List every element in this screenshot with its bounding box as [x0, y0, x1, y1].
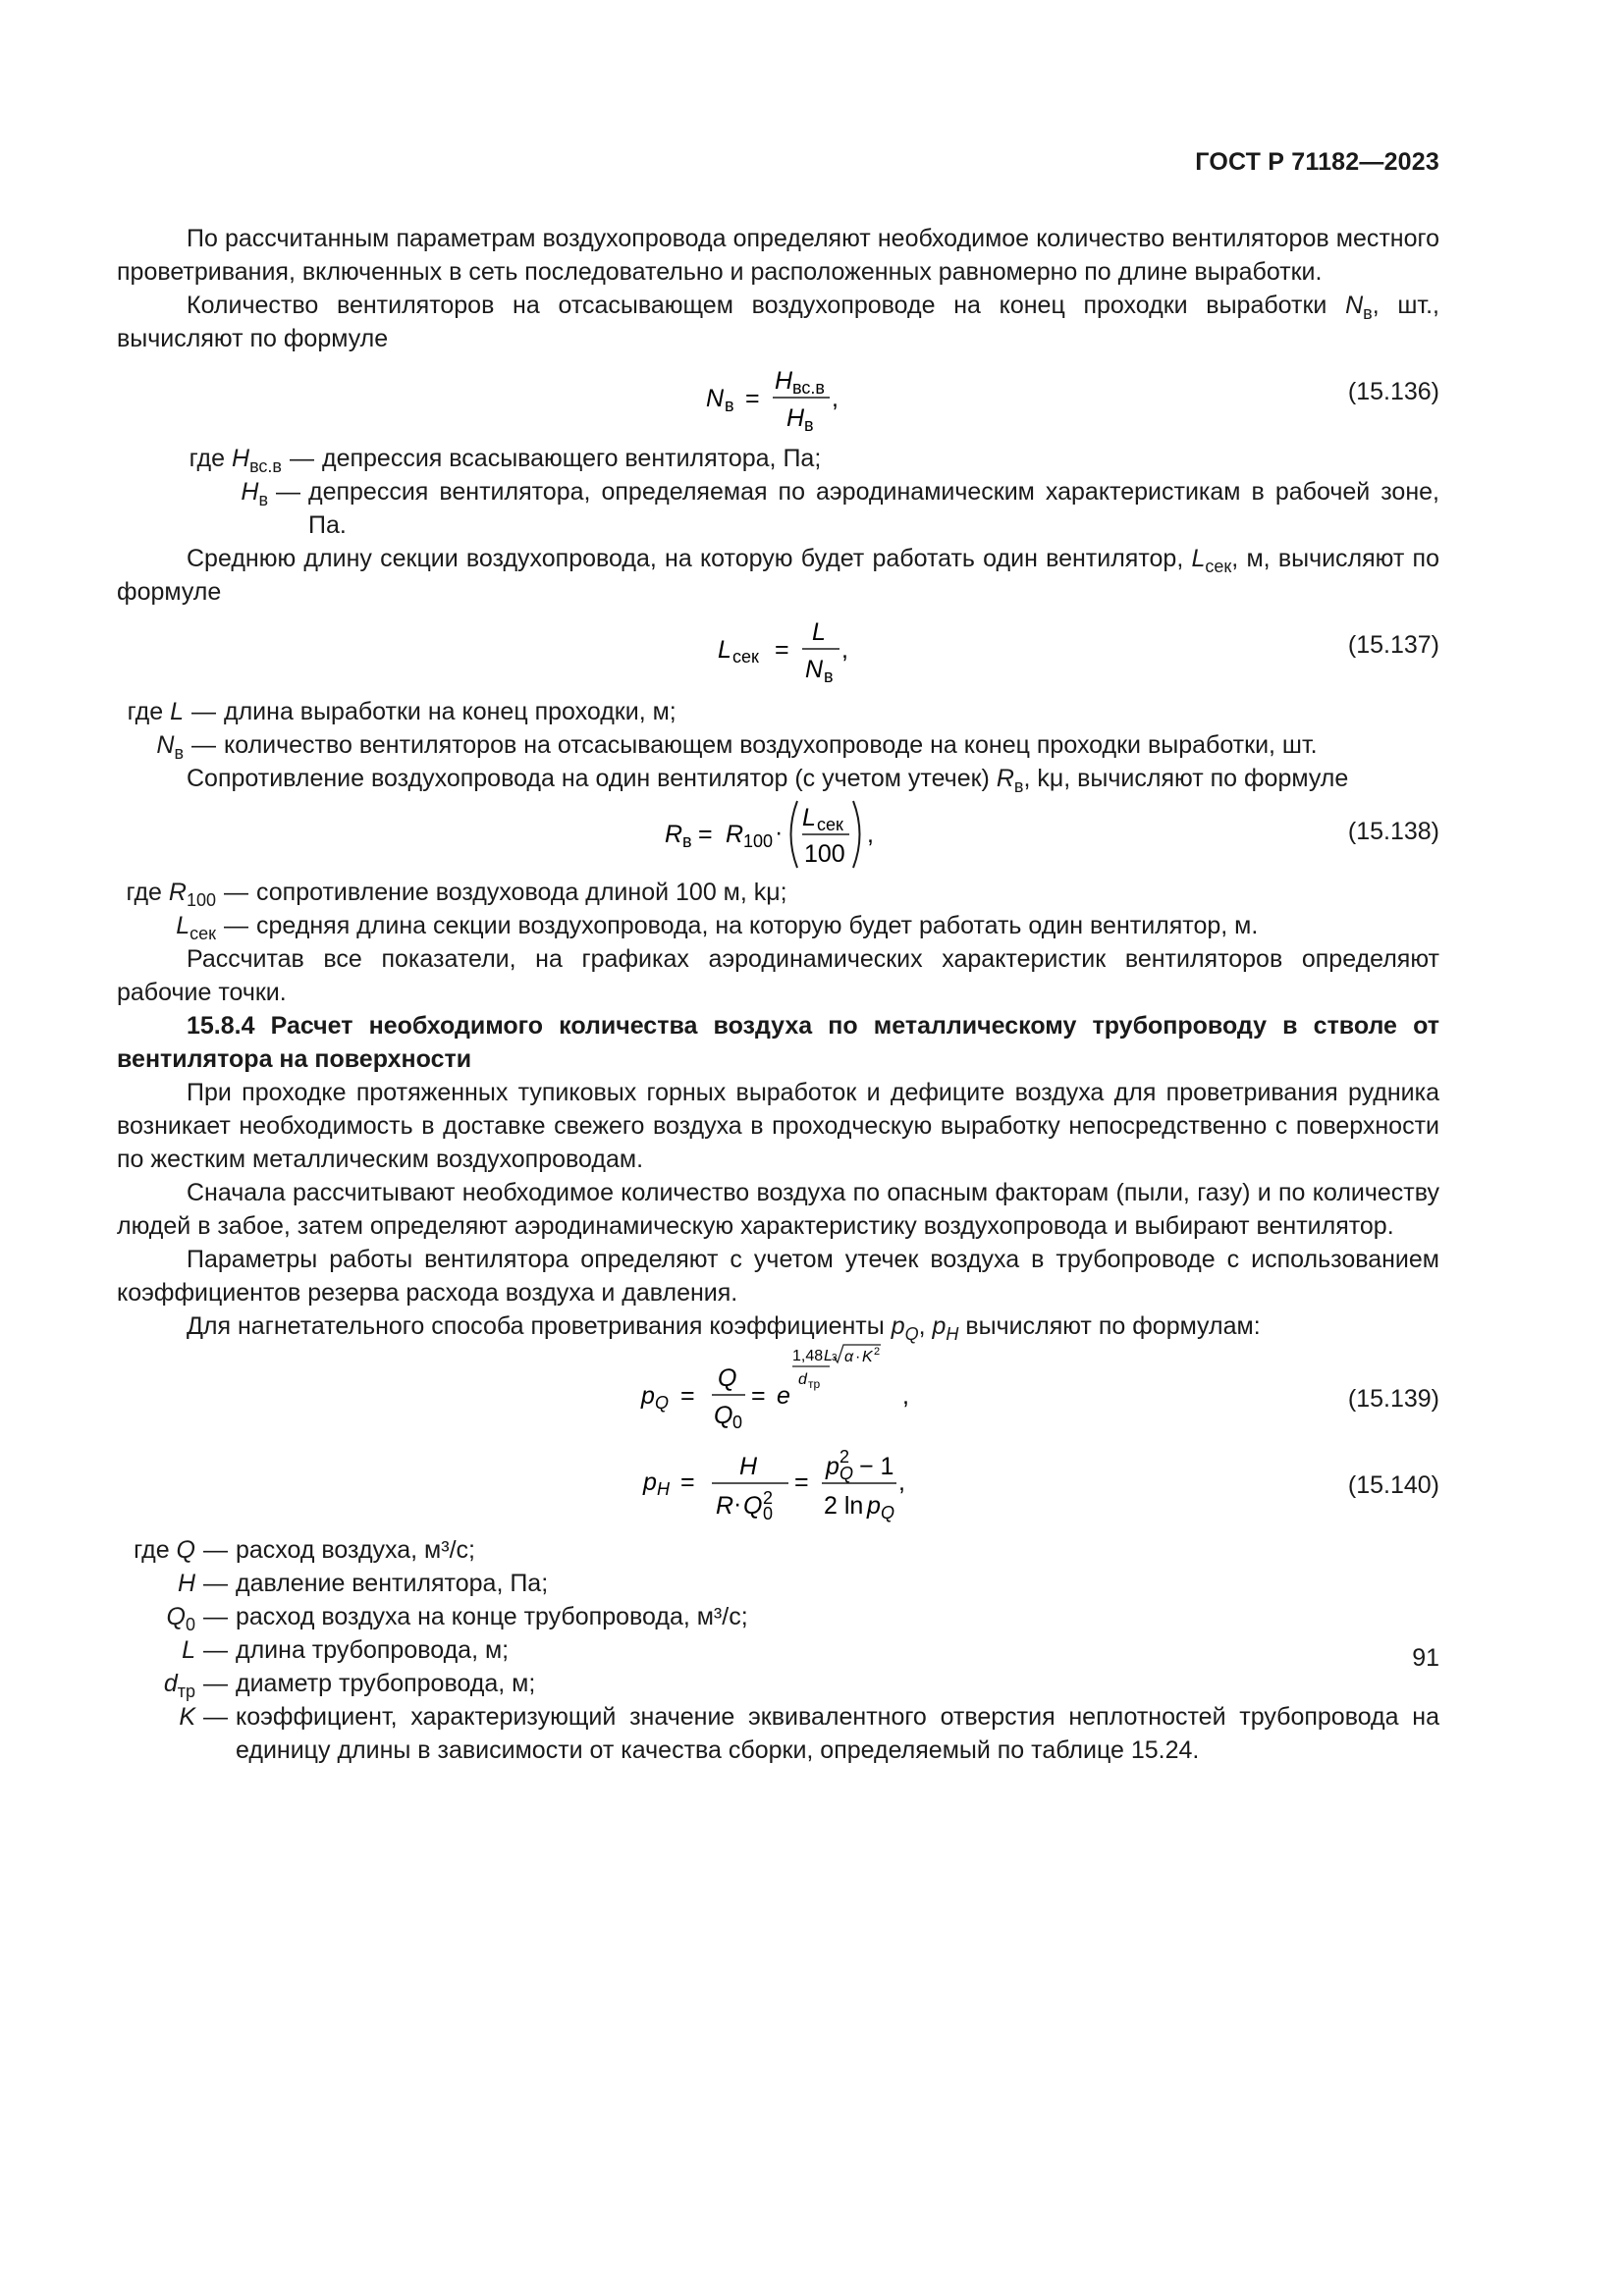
- svg-text:в: в: [824, 667, 834, 686]
- standard-header: ГОСТ Р 71182—2023: [1195, 148, 1439, 176]
- svg-text:·: ·: [855, 1349, 861, 1365]
- definition-symbol: L: [182, 1636, 195, 1664]
- definition-symbol: $L_{сек}$: [176, 912, 216, 943]
- svg-text:=: =: [775, 636, 789, 664]
- formula-graphic: [637, 1343, 971, 1441]
- formula-15-138: [117, 795, 1439, 876]
- svg-text:3: 3: [832, 1353, 838, 1363]
- svg-text:H: H: [786, 404, 805, 432]
- equation-number: (15.136): [1347, 378, 1439, 405]
- svg-text:=: =: [745, 385, 760, 412]
- definition-item: где $R_{100}$ — сопротивление воздуховода длиной 100 м, kμ;: [117, 876, 1439, 909]
- definition-text: депрессия всасывающего вентилятора, Па;: [322, 445, 822, 472]
- definition-symbol: где $R_{100}$: [126, 879, 216, 910]
- svg-text:вс.в: вс.в: [792, 378, 825, 398]
- svg-text:100: 100: [743, 831, 774, 851]
- paragraph: Параметры работы вентилятора определяют с учетом утечек воздуха в трубопроводе с использованием коэффициентов резерва расхода воздуха и давления.: [117, 1246, 1439, 1307]
- svg-text:·: ·: [733, 1490, 742, 1518]
- svg-text:R: R: [665, 821, 683, 848]
- svg-text:p: p: [641, 1382, 655, 1410]
- svg-text:p: p: [643, 1468, 657, 1496]
- svg-text:2: 2: [763, 1488, 774, 1508]
- svg-text:N: N: [805, 656, 824, 683]
- formula-15-139: [117, 1343, 1439, 1447]
- svg-text:L: L: [718, 636, 731, 664]
- svg-text:в: в: [725, 396, 734, 415]
- svg-text:0: 0: [763, 1504, 774, 1523]
- paragraph: Сопротивление воздухопровода на один вентилятор (с учетом утечек) $R_в$, kμ, вычисляют по формуле: [187, 765, 1349, 796]
- svg-text:·: ·: [775, 819, 784, 846]
- svg-text:Q: Q: [714, 1402, 733, 1429]
- svg-text:=: =: [680, 1382, 695, 1410]
- svg-text:сек: сек: [817, 815, 843, 834]
- paragraph: Сначала рассчитывают необходимое количество воздуха по опасным факторам (пыли, газу) и по количеству людей в забое, затем определяют аэродинамическую характеристику воздухопровода и выбирают вентилятор.: [117, 1179, 1439, 1240]
- definition-item: $Q_0$ — расход воздуха на конце трубопровода, м³/с;: [117, 1600, 1439, 1633]
- definition-text: расход воздуха на конце трубопровода, м³/с;: [236, 1603, 748, 1630]
- svg-text:Q: Q: [839, 1464, 854, 1483]
- paragraph: Количество вентиляторов на отсасывающем воздухопроводе на конец проходки выработки $N_в$, шт., вычисляют по формуле: [117, 292, 1439, 352]
- svg-text:100: 100: [804, 840, 845, 868]
- definitions-list: [117, 695, 1439, 762]
- svg-text:Q: Q: [881, 1503, 895, 1522]
- svg-text:H: H: [775, 367, 793, 395]
- equation-number: (15.140): [1347, 1471, 1439, 1499]
- svg-text:2 ln: 2 ln: [824, 1492, 864, 1520]
- svg-text:H: H: [739, 1453, 758, 1480]
- definition-symbol: K: [179, 1703, 195, 1731]
- svg-text:Q: Q: [743, 1492, 763, 1520]
- svg-text:L: L: [824, 1348, 833, 1364]
- definition-item: $N_в$ — количество вентиляторов на отсасывающем воздухопроводе на конец проходки выработки, шт.: [117, 728, 1439, 762]
- definition-text: сопротивление воздуховода длиной 100 м, kμ;: [256, 879, 787, 906]
- svg-text:,: ,: [902, 1382, 909, 1410]
- definition-symbol: $Q_0$: [166, 1603, 195, 1634]
- formula-graphic: [637, 1447, 951, 1531]
- definition-text: давление вентилятора, Па;: [236, 1570, 549, 1597]
- svg-text:p: p: [867, 1492, 881, 1520]
- svg-text:тр: тр: [808, 1377, 821, 1391]
- svg-text:=: =: [680, 1468, 695, 1496]
- definition-text: депрессия вентилятора, определяемая по аэродинамическим характеристикам в рабочей зоне, Па.: [308, 478, 1439, 539]
- svg-text:p: p: [826, 1453, 839, 1480]
- definition-item: L — длина трубопровода, м;: [117, 1633, 1439, 1667]
- svg-text:Q: Q: [655, 1393, 670, 1413]
- paragraph: По рассчитанным параметрам воздухопровода определяют необходимое количество вентиляторов местного проветривания, включенных в сеть последовательно и расположенных равномерно по длине выработки.: [117, 225, 1439, 286]
- definition-text: расход воздуха, м³/с;: [236, 1536, 475, 1564]
- definition-text: количество вентиляторов на отсасывающем воздухопроводе на конец проходки выработки, шт.: [224, 731, 1318, 759]
- svg-text:в: в: [804, 415, 814, 435]
- definition-item: $L_{сек}$ — средняя длина секции воздухопровода, на которую будет работать один вентилятор, м.: [117, 909, 1439, 942]
- svg-text:L: L: [802, 804, 816, 831]
- page-content: [117, 222, 1439, 1767]
- svg-text:d: d: [798, 1371, 807, 1388]
- svg-text:сек: сек: [732, 647, 759, 667]
- definition-item: где $H_{вс.в}$ — депрессия всасывающего вентилятора, Па;: [117, 442, 1439, 475]
- formula-15-137: [117, 609, 1439, 695]
- svg-text:=: =: [794, 1468, 809, 1496]
- paragraph: При проходке протяженных тупиковых горных выработок и дефиците воздуха для проветривания рудника возникает необходимость в доставке свежего воздуха в проходческую выработку непосредственно с поверхности по жестким металлическим воздухопроводам.: [117, 1079, 1439, 1173]
- definition-symbol: где L: [127, 698, 184, 725]
- formula-15-140: [117, 1447, 1439, 1533]
- svg-text:,: ,: [832, 385, 839, 412]
- page-number: 91: [1412, 1644, 1439, 1672]
- definitions-list: [117, 442, 1439, 542]
- definition-item: $d_{тр}$ — диаметр трубопровода, м;: [117, 1667, 1439, 1700]
- definition-item: где L — длина выработки на конец проходки, м;: [117, 695, 1439, 728]
- svg-text:R: R: [726, 821, 744, 848]
- equation-number: (15.137): [1347, 631, 1439, 659]
- svg-text:Q: Q: [718, 1364, 737, 1392]
- definition-symbol: $H_в$: [241, 478, 268, 509]
- definition-symbol: где $H_{вс.в}$: [189, 445, 282, 476]
- definition-text: коэффициент, характеризующий значение эквивалентного отверстия неплотностей трубопровода на единицу длины в зависимости от качества сборки, определяемый по таблице 15.24.: [236, 1703, 1439, 1764]
- svg-text:2: 2: [839, 1447, 850, 1467]
- definitions-list: [117, 876, 1439, 942]
- svg-text:R: R: [716, 1492, 734, 1520]
- svg-text:1,48: 1,48: [792, 1348, 824, 1364]
- svg-text:K: K: [862, 1349, 873, 1365]
- svg-text:,: ,: [867, 821, 874, 848]
- paragraph: Среднюю длину секции воздухопровода, на которую будет работать один вентилятор, $L_{сек}$, м, вычисляют по формуле: [117, 545, 1439, 606]
- formula-graphic: [696, 355, 893, 438]
- formula-graphic: [657, 795, 951, 876]
- definition-item: H — давление вентилятора, Па;: [117, 1567, 1439, 1600]
- svg-text:L: L: [812, 618, 826, 646]
- svg-text:,: ,: [841, 636, 848, 664]
- svg-text:=: =: [751, 1382, 766, 1410]
- definition-item: где Q — расход воздуха, м³/с;: [117, 1533, 1439, 1567]
- svg-text:N: N: [706, 385, 725, 412]
- equation-number: (15.139): [1347, 1385, 1439, 1413]
- section-heading: 15.8.4 Расчет необходимого количества воздуха по металлическому трубопроводу в стволе от вентилятора на поверхности: [117, 1012, 1439, 1073]
- svg-text:e: e: [777, 1382, 790, 1410]
- paragraph: Для нагнетательного способа проветривания коэффициенты $p_Q$, $p_H$ вычисляют по формулам:: [187, 1312, 1261, 1344]
- equation-number: (15.138): [1347, 818, 1439, 845]
- definition-text: диаметр трубопровода, м;: [236, 1670, 536, 1697]
- svg-text:,: ,: [898, 1468, 905, 1496]
- definition-symbol: H: [177, 1570, 195, 1597]
- svg-text:=: =: [698, 821, 713, 848]
- definition-symbol: где Q: [134, 1536, 195, 1564]
- definition-symbol: $d_{тр}$: [163, 1670, 195, 1701]
- definition-text: длина трубопровода, м;: [236, 1636, 510, 1664]
- svg-text:H: H: [657, 1479, 670, 1499]
- definition-symbol: $N_в$: [156, 731, 184, 763]
- definition-item: K — коэффициент, характеризующий значение эквивалентного отверстия неплотностей трубопровода на единицу длины в зависимости от качества сборки, определяемый по таблице 15.24.: [117, 1700, 1439, 1767]
- formula-graphic: [708, 609, 904, 691]
- svg-text:α: α: [844, 1349, 854, 1365]
- svg-text:в: в: [682, 831, 692, 851]
- paragraph: Рассчитав все показатели, на графиках аэродинамических характеристик вентиляторов определяют рабочие точки.: [117, 945, 1439, 1006]
- definition-item: $H_в$ — депрессия вентилятора, определяемая по аэродинамическим характеристикам в рабочей зоне, Па.: [117, 475, 1439, 542]
- definition-text: средняя длина секции воздухопровода, на которую будет работать один вентилятор, м.: [256, 912, 1259, 939]
- formula-15-136: [117, 355, 1439, 442]
- svg-text:0: 0: [732, 1413, 743, 1432]
- definition-text: длина выработки на конец проходки, м;: [224, 698, 677, 725]
- definitions-list: [117, 1533, 1439, 1767]
- svg-text:− 1: − 1: [859, 1453, 894, 1480]
- svg-text:2: 2: [874, 1346, 881, 1358]
